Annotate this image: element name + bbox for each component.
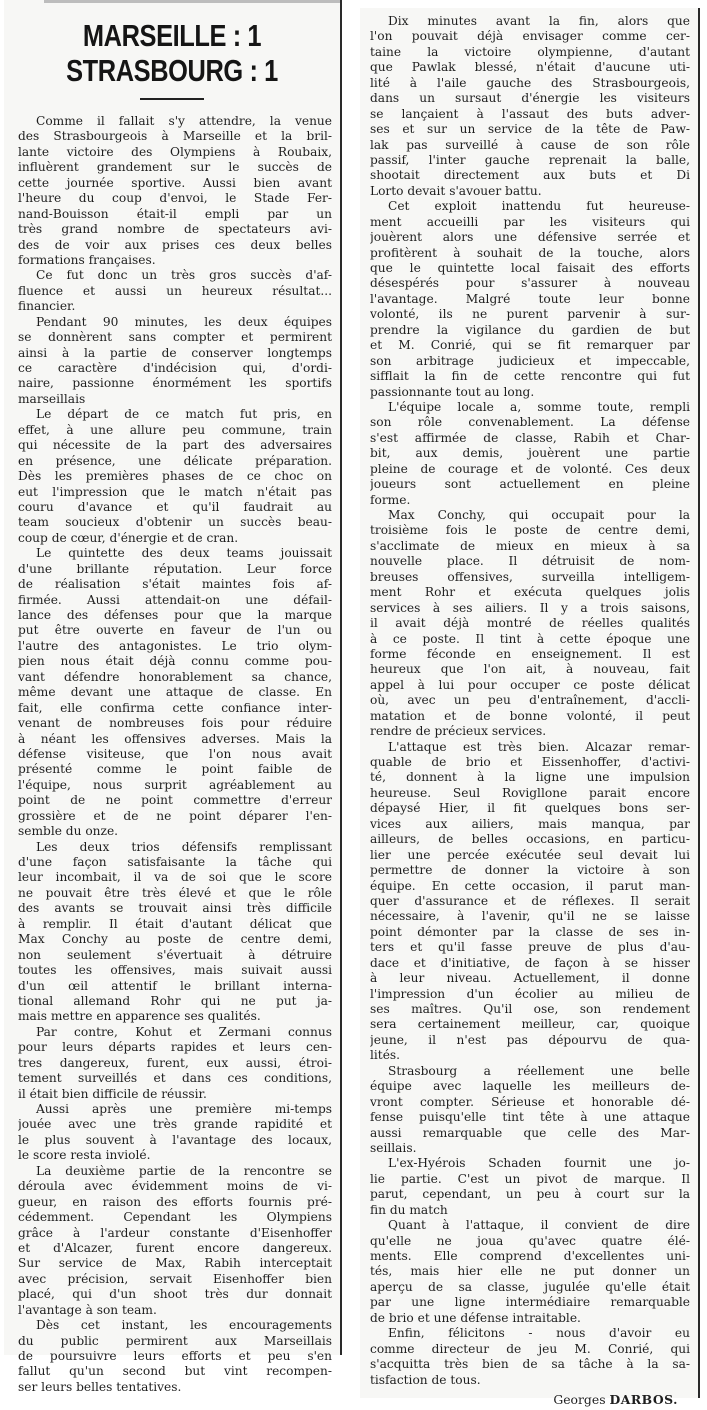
text-line: Strasbourg a réellement une belle [388, 1063, 690, 1078]
text-line: à ce poste. Il tint à cette époque une [370, 631, 690, 646]
text-line: ment Rohr et exécuta quelques jolis [370, 585, 690, 600]
text-line: team soucieux d'obtenir un succès beau- [18, 515, 332, 530]
text-line: shootait directement aux buts et Di [370, 168, 690, 183]
text-line: Par contre, Kohut et Zermani connus [36, 1024, 332, 1039]
text-line: parut, cependant, un peu à court sur la [370, 1187, 690, 1202]
text-line: services à ses ailiers. Il y a trois saisons, [370, 600, 690, 615]
text-line: ments. Elle comprend d'excellentes uni- [370, 1249, 690, 1263]
text-line: influèrent grandement sur le succès de [18, 160, 332, 175]
text-line: cédemment. Cependant les Olympiens [18, 1210, 332, 1225]
text-line: à leur niveau. Actuellement, il donne [370, 971, 690, 986]
text-line: l'autre des antagonistes. Le trio olym- [18, 638, 332, 653]
text-line: Enfin, félicitons - nous d'avoir eu [388, 1326, 690, 1341]
text-line: s'acquitta très bien de sa tâche à la sa- [370, 1357, 690, 1372]
text-line: jouée avec une très grande rapidité et [18, 1117, 332, 1132]
text-line: ses et sur un service de la tête de Paw- [370, 122, 690, 137]
paragraph [370, 1064, 690, 1157]
text-line: troisième fois le poste de centre demi, [370, 523, 690, 538]
text-line: dépaysé Hier, il fit quelques bons ser- [370, 801, 690, 816]
text-line: lité à l'aile gauche des Strasbourgeois, [370, 75, 690, 90]
text-line: Le départ de ce match fut pris, en [36, 407, 332, 422]
text-line: tement surveillés et dans ces conditions, [18, 1071, 332, 1086]
text-line: ters et qu'il fasse preuve de plus d'au- [370, 940, 690, 955]
text-line: qui nécessite de la part des adversaires [18, 438, 332, 453]
text-line: Le quintette des deux teams jouissait [36, 546, 332, 561]
signature-first-name: Georges [553, 1391, 606, 1407]
text-line: même devant une attaque de classe. En [18, 685, 332, 700]
paragraph [18, 546, 332, 839]
text-line: à néant les offensives adverses. Mais la [18, 731, 332, 746]
text-line: gueur, en raison des efforts fournis pré- [18, 1194, 332, 1209]
text-line: pleine de courage et de volonté. Ces deux [370, 461, 690, 476]
text-line: cette journée sportive. Aussi bien avant [18, 175, 332, 190]
text-line: té, donnent à la ligne une impulsion [370, 770, 690, 785]
text-line: ainsi à la partie de conserver longtemps [18, 345, 332, 360]
text-line: le plus souvent à l'avantage des locaux, [18, 1132, 332, 1147]
headline-divider [140, 98, 204, 100]
text-line: toutes les offensives, mais suivait aussi [18, 963, 332, 978]
text-line: placé, qui d'un shoot très dur donnait [18, 1287, 332, 1302]
text-line: s'est affirmée de classe, Rabih et Char- [370, 430, 690, 445]
text-line: le score resta inviolé. [18, 1148, 151, 1163]
text-line: Quant à l'attaque, il convient de dire [388, 1218, 690, 1233]
text-line: passionnante tout au long. [370, 384, 535, 399]
text-line: fluence et aussi un heureux résultat... [18, 283, 332, 298]
text-line: très grand nombre de spectateurs avi- [18, 222, 332, 237]
text-line: quable de brio et Eissenhoffer, d'activi- [370, 755, 690, 769]
text-line: équipe. En cette occasion, il parut man- [370, 878, 690, 893]
text-line: vant défendre honorablement sa chance, [18, 669, 332, 684]
text-line: dans un sursaut d'énergie les visiteurs [370, 91, 690, 106]
text-line: grâce à l'ardeur constante d'Eisenhoffer [18, 1225, 332, 1240]
text-line: naire, passionne énormément les sportifs [18, 376, 332, 391]
signature-last-name: DARBOS. [609, 1391, 678, 1407]
text-line: breuses offensives, surveilla intelligem- [370, 569, 690, 584]
text-line: Max Conchy au poste de centre demi, [18, 932, 332, 947]
text-line: Lorto devait s'avouer battu. [370, 183, 542, 198]
text-line: des de voir aux prises ces deux belles [18, 237, 332, 252]
text-line: que Pawlak blessé, n'était d'aucune uti- [370, 60, 690, 75]
text-line: l'avantage à son team. [18, 1302, 157, 1317]
text-line: fait, elle confirma cette confiance inter- [18, 700, 332, 715]
text-line: nécessaire, à l'avenir, qu'il ne se laisse [370, 909, 690, 924]
text-line: Cet exploit inattendu fut heureuse- [388, 199, 690, 214]
text-line: L'ex-Hyérois Schaden fournit une jo- [388, 1156, 690, 1171]
text-line: lier une percée exécutée seul devait lui [370, 847, 690, 862]
paragraph [370, 400, 690, 508]
text-line: matation et de bonne volonté, il peut [370, 708, 690, 723]
text-line: l'avantage. Malgré toute leur bonne [370, 291, 690, 306]
signature [360, 1392, 698, 1407]
text-line: appel à lui pour occuper ce poste délicat [370, 677, 690, 692]
text-line: se donnèrent sans compter et permirent [18, 330, 332, 345]
paragraph [18, 268, 332, 314]
paragraph [18, 1164, 332, 1318]
text-line: lak pas surveillé à cause de son rôle [370, 137, 690, 152]
paragraph [18, 1025, 332, 1102]
text-line: en présence, une délicate préparation. [18, 453, 332, 468]
text-line: fense puisqu'elle tint tête à une attaque [370, 1110, 690, 1125]
text-line: où, avec un peu d'entraînement, d'accli- [370, 693, 690, 708]
text-line: sera certainement meilleur, car, quoique [370, 1017, 690, 1032]
text-line: désespérés pour s'assurer à nouveau [370, 276, 690, 291]
headline-line-2: STRASBOURG : 1 [66, 53, 278, 88]
text-line: tisfaction de tous. [370, 1372, 481, 1387]
text-line: pien nous était déjà connu comme pou- [18, 654, 332, 669]
text-line: Ce fut donc un très gros succès d'af- [36, 268, 332, 283]
text-line: avec précision, servait Eisenhoffer bien [18, 1271, 332, 1286]
text-line: forme. [370, 492, 411, 507]
text-line: du public permirent aux Marseillais [18, 1333, 332, 1348]
text-line: jouèrent alors une défensive serrée et [370, 230, 690, 245]
text-line: lante victoire des Olympiens à Roubaix, [18, 144, 332, 159]
paragraph [370, 740, 690, 1064]
text-line: joueurs sont actuellement en pleine [370, 477, 690, 492]
text-line: que le quintette local faisait des efforts [370, 261, 690, 275]
text-line: coup de cœur, d'énergie et de cran. [18, 530, 239, 545]
text-line: lie partie. C'est un pivot de marque. Il [370, 1171, 690, 1186]
text-line: bit, aux demis, jouèrent une partie [370, 446, 690, 461]
text-line: taine la victoire olympienne, d'autant [370, 44, 690, 59]
text-line: mais mettre en apparence ses qualités. [18, 1009, 261, 1024]
text-line: Comme il fallait s'y attendre, la venue [36, 114, 332, 128]
text-line: défense visiteuse, que l'on nous avait [18, 746, 332, 761]
text-line: pour leurs départs rapides et leurs cen- [18, 1040, 332, 1055]
text-line: formations françaises. [18, 252, 156, 267]
text-line: d'un œil attentif le brillant interna- [18, 978, 332, 993]
text-line: son arbitrage judicieux et impeccable, [370, 353, 690, 368]
text-line: des avants se trouvait ainsi très difficile [18, 901, 332, 916]
text-line: Max Conchy, qui occupait pour la [388, 508, 690, 522]
text-line: ne pouvait être très élevé et que le rôle [18, 885, 332, 900]
text-line: aussi remarquable que celle des Mar- [370, 1125, 690, 1140]
text-line: marseillais [18, 391, 86, 406]
text-line: Dix minutes avant la fin, alors que [388, 14, 690, 28]
text-line: Aussi après une première mi-temps [36, 1102, 332, 1116]
text-line: semble du onze. [18, 824, 119, 839]
text-line: vront compter. Sérieuse et honorable dé- [370, 1094, 690, 1109]
text-line: l'on pouvait déjà envisager comme cer- [370, 29, 690, 44]
text-line: l'équipe, nous surprit agréablement au [18, 777, 332, 792]
text-line: fallut qu'un second but vint recompen- [18, 1364, 332, 1379]
text-line: l'heure du coup d'envoi, le Stade Fer- [18, 191, 332, 206]
text-line: qu'elle ne joua qu'avec quatre élé- [370, 1233, 690, 1248]
text-line: ce caractère d'indécision qui, d'ordi- [18, 361, 332, 375]
headline [34, 18, 310, 88]
text-line: tres dangereux, furent, eux aussi, étroi- [18, 1055, 332, 1070]
text-line: d'une brillante réputation. Leur force [18, 561, 332, 576]
text-line: il avait déjà montré de réelles qualités [370, 616, 690, 631]
right-column-body [360, 8, 698, 1388]
text-line: point démonter par la classe de ses in- [370, 924, 690, 939]
text-line: son rôle convenablement. La défense [370, 415, 690, 430]
text-line: présenté comme le point faible de [18, 762, 332, 777]
text-line: ailleurs, de belles occasions, en particu- [370, 832, 690, 847]
text-line: couru d'avance et qu'il faudrait au [18, 499, 332, 514]
text-line: Dès cet instant, les encouragements [36, 1318, 332, 1333]
text-line: vices aux ailiers, mais manqua, par [370, 816, 690, 831]
text-line: nand-Bouisson était-il empli par un [18, 206, 332, 221]
text-line: permettre de donner la victoire à son [370, 863, 690, 878]
text-line: à remplir. Il était d'autant délicat que [18, 916, 332, 931]
text-line: venant de nombreuses fois pour réduire [18, 716, 332, 731]
left-column-body [4, 114, 340, 1395]
text-line: l'impression d'un écolier au milieu de [370, 986, 690, 1001]
top-rule [44, 0, 340, 3]
text-line: Les deux trios défensifs remplissant [36, 839, 332, 854]
headline-line-1: MARSEILLE : 1 [82, 18, 262, 53]
text-line: prendre la vigilance du gardien de but [370, 322, 690, 337]
paragraph [370, 508, 690, 740]
paragraph [18, 1102, 332, 1164]
text-line: L'équipe locale a, somme toute, rempli [388, 399, 690, 414]
paragraph [18, 114, 332, 268]
text-line: Pendant 90 minutes, les deux équipes [36, 314, 332, 329]
text-line: s'acclimate de mieux en mieux à sa [370, 538, 690, 553]
paragraph [370, 199, 690, 400]
text-line: et M. Conrié, qui se fit remarquer par [370, 338, 690, 353]
text-line: leur incombait, il va de soi que le score [18, 870, 332, 885]
text-line: lités. [370, 1048, 401, 1063]
text-line: par une ligne intermédiaire remarquable [370, 1295, 690, 1310]
text-line: put être ouverte en faveur de l'un ou [18, 623, 332, 638]
text-line: d'une façon satisfaisante la tâche qui [18, 855, 332, 869]
text-line: Dès les premières phases de ce choc on [18, 469, 332, 484]
text-line: des Strasbourgeois à Marseille et la bril- [18, 129, 332, 144]
text-line: eut l'impression que le match n'était pas [18, 484, 332, 499]
text-line: de réalisation s'était maintes fois af- [18, 577, 332, 592]
text-line: déroula avec évidemment moins de vi- [18, 1179, 332, 1194]
text-line: sifflait la fin de cette rencontre qui fut [370, 369, 690, 384]
text-line: dace et d'initiative, de façon à se hisser [370, 955, 690, 970]
text-line: de brio et une défense intraitable. [370, 1310, 581, 1325]
text-line: de poursuivre leurs efforts et peu s'en [18, 1349, 332, 1363]
text-line: ser leurs belles tentatives. [18, 1379, 182, 1394]
text-line: se lançaient à l'assaut des buts adver- [370, 106, 690, 121]
text-line: heureuse. Seul Rovigllone parait encore [370, 785, 690, 800]
paragraph [370, 1326, 690, 1388]
text-line: firmée. Aussi attendait-on une défail- [18, 592, 332, 607]
text-line: tional allemand Rohr qui ne put ja- [18, 993, 332, 1008]
text-line: fin du match [370, 1202, 448, 1217]
text-line: point de ne point commettre d'erreur [18, 793, 332, 808]
text-line: ses maîtres. Qu'il ose, son rendement [370, 1002, 690, 1016]
text-line: comme directeur de jeu M. Conrié, qui [370, 1341, 690, 1356]
paragraph [18, 1318, 332, 1395]
paragraph [18, 315, 332, 408]
text-line: non seulement s'évertuait à détruire [18, 947, 332, 962]
text-line: quer d'assurance et de réflexes. Il serait [370, 893, 690, 908]
paragraph [370, 14, 690, 199]
text-line: rendre de précieux services. [370, 724, 547, 739]
text-line: L'attaque est très bien. Alcazar remar- [388, 739, 690, 754]
text-line: effet, à une allure peu commune, train [18, 422, 332, 437]
text-line: jeune, il n'est pas dépourvu de qua- [370, 1032, 690, 1047]
text-line: grossière et de ne point déparer l'en- [18, 808, 332, 823]
paragraph [370, 1218, 690, 1326]
text-line: Sur service de Max, Rabih interceptait [18, 1256, 332, 1271]
text-line: tés, mais hier elle ne put donner un [370, 1264, 690, 1279]
text-line: seillais. [370, 1140, 417, 1155]
text-line: il était bien difficile de réussir. [18, 1086, 207, 1101]
paragraph [18, 840, 332, 1025]
text-line: La deuxième partie de la rencontre se [36, 1163, 332, 1178]
text-line: volonté, ils ne purent parvenir à sur- [370, 307, 690, 322]
paragraph [18, 407, 332, 546]
paragraph [370, 1156, 690, 1218]
text-line: heureux que l'on ait, à nouveau, fait [370, 662, 690, 677]
text-line: équipe avec laquelle les meilleurs de- [370, 1079, 690, 1094]
left-column [4, 0, 342, 1394]
text-line: forme féconde en enseignement. Il est [370, 646, 690, 661]
text-line: nouvelle place. Il détruisit de nom- [370, 554, 690, 569]
text-line: financier. [18, 299, 76, 314]
right-column [360, 8, 700, 1407]
text-line: lance des défenses pour que la marque [18, 608, 332, 622]
text-line: aperçu de sa classe, jugulée qu'elle était [370, 1279, 690, 1294]
text-line: passif, l'inter gauche reprenait la balle, [370, 152, 690, 167]
text-line: et d'Alcazer, furent encore dangereux. [18, 1240, 332, 1255]
text-line: ment accueilli par les visiteurs qui [370, 214, 690, 229]
text-line: profitèrent à souhait de la touche, alors [370, 245, 690, 260]
